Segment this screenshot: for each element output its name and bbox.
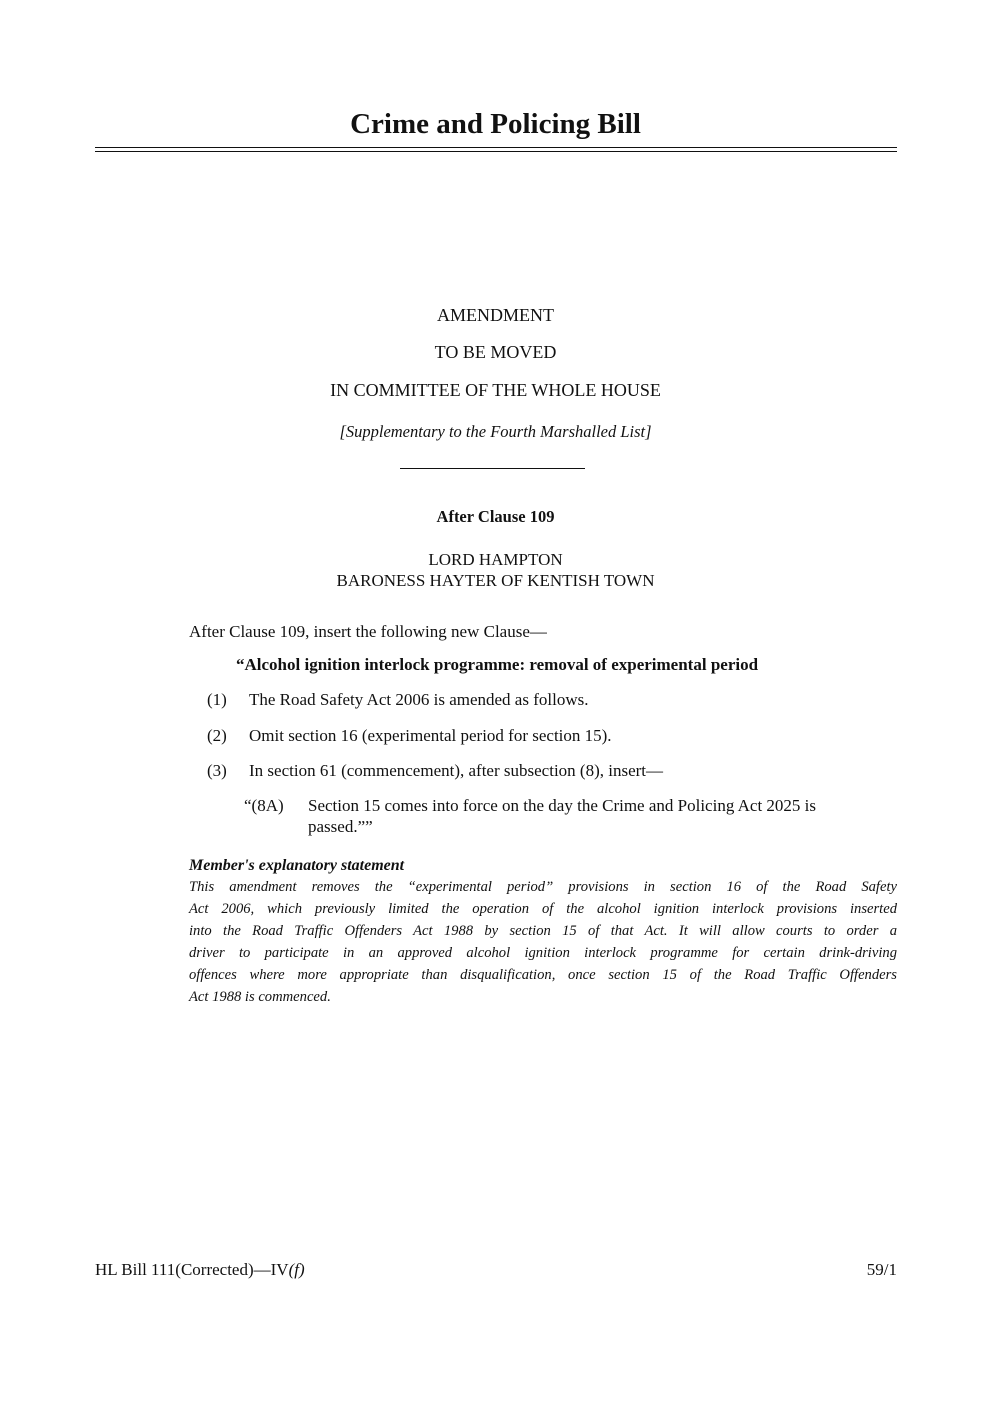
statement-line: This amendment removes the “experimental period” provisions in section 16 of the Road Safety (189, 879, 897, 895)
subsection-text: The Road Safety Act 2006 is amended as follows. (249, 690, 589, 709)
inserted-subsection-number: “(8A) (244, 796, 284, 815)
new-clause-title: “Alcohol ignition interlock programme: removal of experimental period (236, 655, 759, 674)
title-rule-top (95, 147, 897, 148)
amendment-label: AMENDMENT (437, 305, 554, 325)
title-rule-bottom (95, 151, 897, 152)
mover-name: BARONESS HAYTER OF KENTISH TOWN (336, 571, 655, 590)
bill-reference-suffix: (f) (288, 1260, 305, 1279)
subsection-number: (3) (207, 761, 227, 780)
inserted-subsection-text: Section 15 comes into force on the day the Crime and Policing Act 2025 is (308, 796, 817, 815)
statement-line: Act 1988 is commenced. (189, 989, 331, 1005)
bill-reference-text: HL Bill 111(Corrected)—IV (95, 1260, 289, 1279)
clause-heading: After Clause 109 (436, 507, 555, 526)
subsection-number: (1) (207, 690, 227, 709)
to-be-moved-label: TO BE MOVED (434, 342, 557, 362)
mover-name: LORD HAMPTON (428, 550, 563, 569)
bill-reference (95, 1260, 305, 1280)
statement-line: Act 2006, which previously limited the operation of the alcohol ignition interlock provisions inserted (189, 901, 897, 917)
amendment-instruction: After Clause 109, insert the following new Clause— (189, 622, 547, 641)
committee-label: IN COMMITTEE OF THE WHOLE HOUSE (330, 380, 661, 400)
subsection-text: In section 61 (commencement), after subsection (8), insert— (249, 761, 664, 780)
statement-line: into the Road Traffic Offenders Act 1988 by section 15 of that Act. It will allow courts to order a (189, 923, 897, 939)
explanatory-statement-heading: Member's explanatory statement (189, 857, 405, 874)
statement-line: driver to participate in an approved alcohol ignition interlock programme for certain drink-driving (189, 945, 897, 961)
subsection-number: (2) (207, 726, 227, 745)
page-number: 59/1 (866, 1260, 897, 1279)
bill-title: Crime and Policing Bill (350, 108, 641, 140)
subsection-text: Omit section 16 (experimental period for section 15). (249, 726, 612, 745)
section-divider (400, 468, 585, 469)
statement-line: offences where more appropriate than disqualification, once section 15 of the Road Traffic Offenders (189, 967, 897, 983)
inserted-subsection-text: passed.”” (308, 817, 373, 836)
supplementary-note: [Supplementary to the Fourth Marshalled List] (339, 422, 652, 441)
